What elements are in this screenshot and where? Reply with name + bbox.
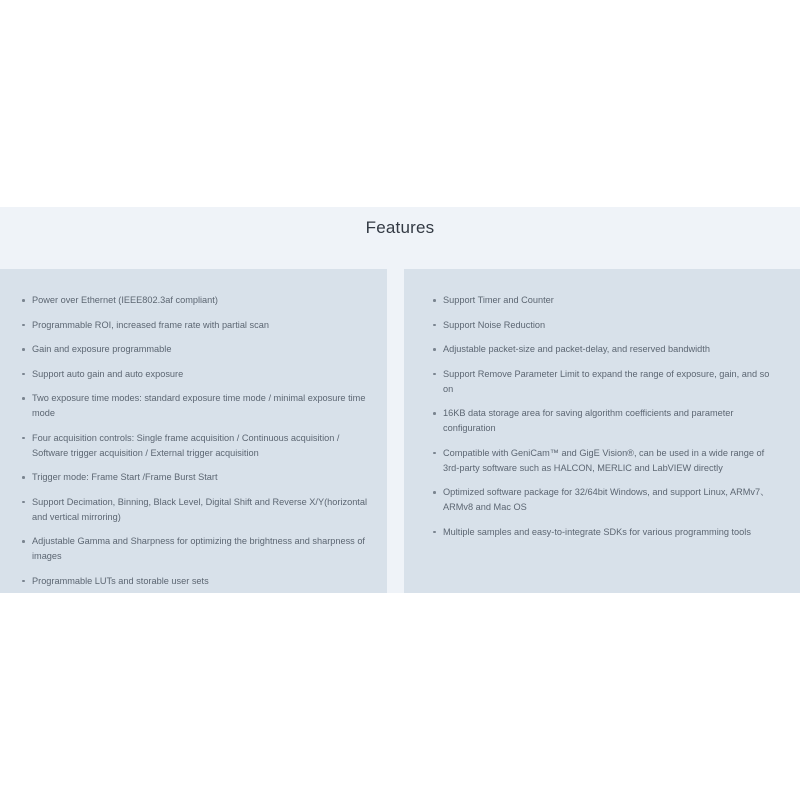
- bullet-icon: [433, 299, 436, 302]
- bullet-icon: [22, 580, 25, 583]
- feature-item: [424, 318, 780, 333]
- feature-item: [20, 574, 367, 589]
- feature-item: [20, 431, 367, 461]
- bullet-icon: [433, 531, 436, 534]
- feature-item: [424, 406, 780, 436]
- feature-item: [424, 367, 780, 397]
- bullet-icon: [433, 324, 436, 327]
- feature-item: [424, 293, 780, 308]
- bullet-icon: [22, 348, 25, 351]
- bullet-icon: [22, 324, 25, 327]
- feature-item: [424, 342, 780, 357]
- feature-text: Adjustable Gamma and Sharpness for optimizing the brightness and sharpness of images: [32, 536, 365, 561]
- bullet-icon: [22, 373, 25, 376]
- feature-text: Adjustable packet-size and packet-delay, and reserved bandwidth: [443, 344, 710, 354]
- bullet-icon: [22, 397, 25, 400]
- features-column-right: [404, 269, 800, 593]
- feature-text: Support Decimation, Binning, Black Level, Digital Shift and Reverse X/Y(horizontal and vertical mirroring): [32, 496, 368, 522]
- feature-text: Programmable LUTs and storable user sets: [32, 575, 209, 586]
- bullet-icon: [433, 452, 436, 455]
- bullet-icon: [433, 348, 436, 351]
- feature-text: Programmable ROI, increased frame rate with partial scan: [32, 319, 269, 330]
- feature-list-right: [404, 269, 800, 540]
- feature-text: Support Noise Reduction: [443, 319, 546, 330]
- features-column-left: [0, 269, 387, 593]
- feature-item: [424, 525, 780, 540]
- feature-text: Two exposure time modes: standard exposure time mode / minimal exposure time mode: [32, 393, 366, 418]
- feature-item: [424, 485, 780, 515]
- feature-text: Power over Ethernet (IEEE802.3af compliant): [32, 295, 218, 305]
- bullet-icon: [22, 501, 25, 504]
- feature-text: Optimized software package for 32/64bit Windows, and support Linux, ARMv7、ARMv8 and Mac OS: [443, 487, 770, 512]
- feature-text: Support Timer and Counter: [443, 295, 554, 305]
- bullet-icon: [22, 476, 25, 479]
- feature-text: Gain and exposure programmable: [32, 344, 172, 354]
- bullet-icon: [433, 491, 436, 494]
- feature-item: [20, 470, 367, 485]
- feature-text: Multiple samples and easy-to-integrate SDKs for various programming tools: [443, 526, 751, 537]
- bullet-icon: [22, 540, 25, 543]
- features-title: Features: [365, 218, 435, 237]
- bullet-icon: [22, 437, 25, 440]
- feature-item: [20, 367, 367, 382]
- feature-text: Four acquisition controls: Single frame acquisition / Continuous acquisition / Software trigger acquisition / External trigger acquisition: [32, 432, 340, 458]
- feature-list-left: [0, 269, 387, 589]
- feature-item: [20, 342, 367, 357]
- feature-text: Support auto gain and auto exposure: [32, 368, 184, 379]
- feature-item: [20, 534, 367, 564]
- feature-item: [20, 293, 367, 308]
- feature-item: [424, 446, 780, 476]
- bullet-icon: [433, 412, 436, 415]
- feature-item: [20, 318, 367, 333]
- feature-item: [20, 495, 367, 525]
- bullet-icon: [22, 299, 25, 302]
- feature-text: Compatible with GeniCam™ and GigE Vision®, can be used in a wide range of 3rd-party software such as HALCON, MERLIC and LabVIEW directly: [443, 447, 765, 473]
- bullet-icon: [433, 373, 436, 376]
- feature-text: Support Remove Parameter Limit to expand the range of exposure, gain, and so on: [443, 368, 770, 394]
- feature-item: [20, 391, 367, 421]
- feature-text: Trigger mode: Frame Start /Frame Burst Start: [32, 472, 218, 482]
- feature-text: 16KB data storage area for saving algorithm coefficients and parameter configuration: [443, 408, 734, 433]
